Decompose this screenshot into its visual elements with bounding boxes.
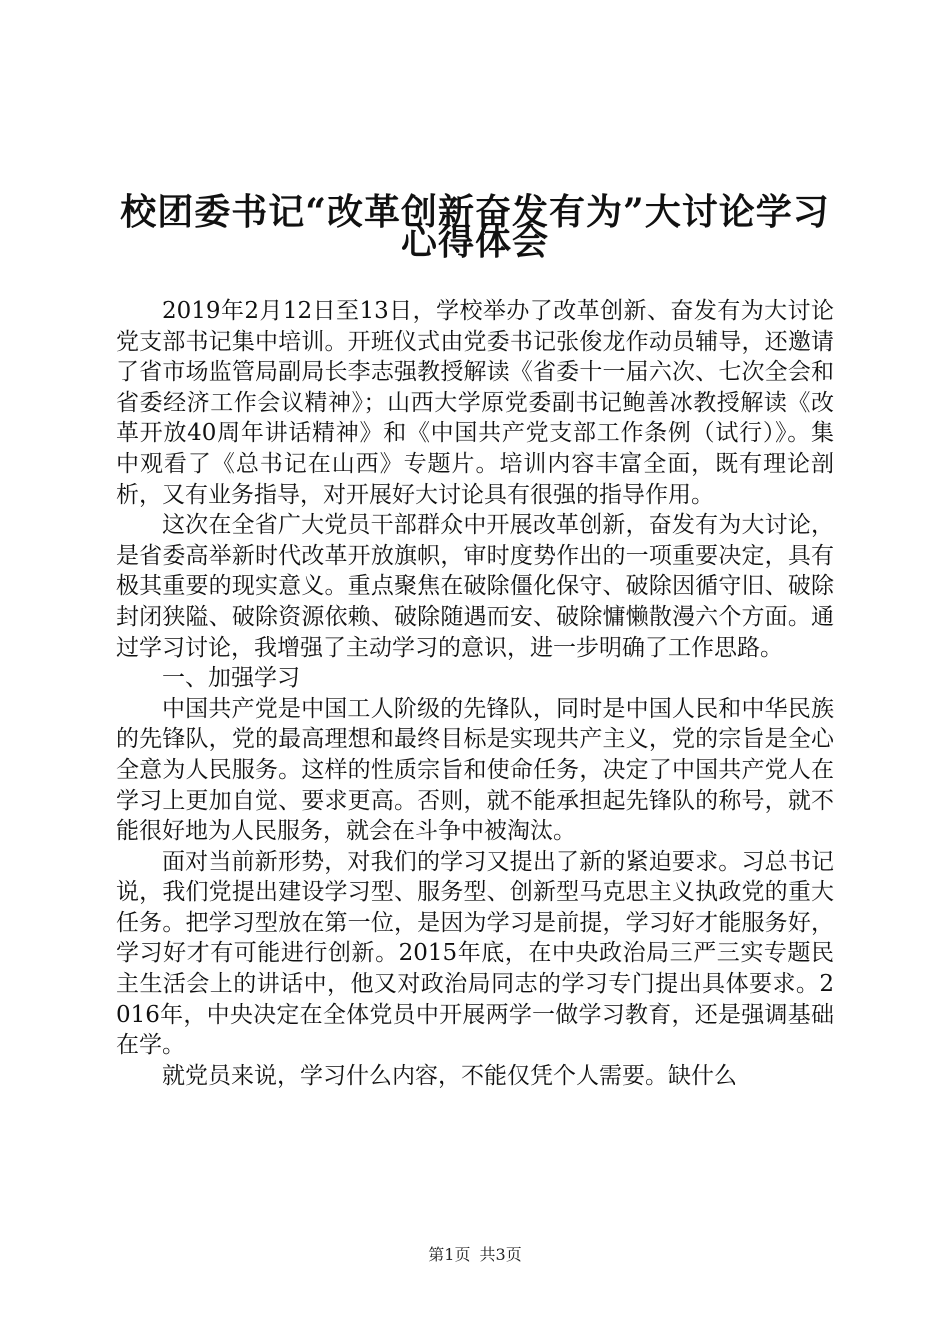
- section-heading: 一、加强学习: [162, 665, 300, 692]
- paragraph-4: 面对当前新形势，对我们的学习又提出了新的紧迫要求。习总书记说，我们党提出建设学习型、服务型、创新型马克思主义执政党的重大任务。把学习型放在第一位，是因为学习是前提，学习好才能服务好，学习好才有可能进行创新。2015年底，在中央政治局三严三实专题民主生活会上的讲话中，他又对政治局同志的学习专门提出具体要求。2016年，中央决定在全体党员中开展两学一做学习教育，还是强调基础在学。: [116, 848, 834, 1059]
- paragraph-1: 2019年2月12日至13日，学校举办了改革创新、奋发有为大讨论党支部书记集中培训。开班仪式由党委书记张俊龙作动员辅导，还邀请了省市场监管局副局长李志强教授解读《省委十一届六次、七次全会和省委经济工作会议精神》；山西大学原党委副书记鲍善冰教授解读《改革开放40周年讲话精神》和《中国共产党支部工作条例（试行）》。集中观看了《总书记在山西》专题片。培训内容丰富全面，既有理论剖析，又有业务指导，对开展好大讨论具有很强的指导作用。: [116, 298, 834, 508]
- paragraph-3: 中国共产党是中国工人阶级的先锋队，同时是中国人民和中华民族的先锋队，党的最高理想和最终目标是实现共产主义，党的宗旨是全心全意为人民服务。这样的性质宗旨和使命任务，决定了中国共产党人在学习上更加自觉、要求更高。否则，就不能承担起先锋队的称号，就不能很好地为人民服务，就会在斗争中被淘汰。: [116, 695, 834, 845]
- document-body: [116, 296, 834, 1091]
- paragraph-2: 这次在全省广大党员干部群众中开展改革创新，奋发有为大讨论，是省委高举新时代改革开放旗帜，审时度势作出的一项重要决定，具有极其重要的现实意义。重点聚焦在破除僵化保守、破除因循守旧、破除封闭狭隘、破除资源依赖、破除随遇而安、破除慵懒散漫六个方面。通过学习讨论，我增强了主动学习的意识，进一步明确了工作思路。: [116, 512, 834, 661]
- page-total: 共3页: [479, 1245, 522, 1264]
- document-title-line-2: 心得体会: [400, 221, 549, 263]
- paragraph-5: 就党员来说，学习什么内容，不能仅凭个人需要。缺什么: [162, 1062, 737, 1089]
- document-title-line-1: 校团委书记“改革创新奋发有为”大讨论学习: [120, 191, 830, 233]
- page-number: 第1页: [428, 1245, 471, 1264]
- page-footer: [0, 1245, 950, 1265]
